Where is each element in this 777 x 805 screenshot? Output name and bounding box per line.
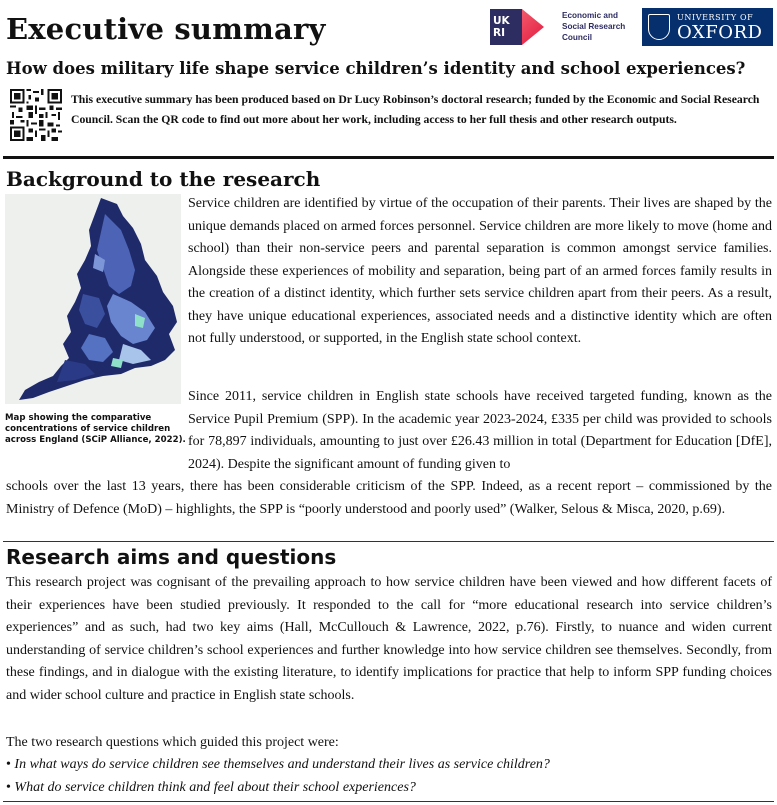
page-title: Executive summary <box>6 12 326 46</box>
background-paragraph-2: Since 2011, service children in English state schools have received targeted funding, known as the Service Pupil Premium (SPP). In the academic year 2023-2024, £335 per child was provided to schools for 78,897 individuals, amounting to just over £26.43 million in total (Department for Education [DfE], 2024). Despite the significant amount of funding given to <box>188 389 772 472</box>
background-paragraph-1: Service children are identified by virtue of the occupation of their parents. Their lives are shaped by the unique demands placed on armed forces personnel. Service children are more likely to move (home and school) than their non-service peers and parental separation is common amongst service families. Alongside these experiences of mobility and separation, being part of an armed forces family results in the creation of a distinct identity, which further sets service children apart from their peers. As a result, they have unique educational experiences, associated needs and a distinctive identity which are often not fully understood, or supported, in the English state school context. <box>188 196 772 346</box>
oxford-line1: UNIVERSITY OF <box>677 13 754 22</box>
section-divider <box>3 541 774 542</box>
oxford-logo <box>642 8 773 46</box>
aims-paragraph-1: This research project was cognisant of the prevailing approach to how service children have been viewed and how different facets of their experiences have been studied previously. It responded to the call for “more educational research into service children’s experiences” and as such, had two key aims (Hall, McCullouch & Lawrence, 2022, p.76). Firstly, to nuance and widen current understanding of service children’s school experiences and further knowledge into how service children see themselves. Secondly, from these findings, and in dialogue with the existing literature, to identify implications for practice that help to inform SPP funding choices and wider school culture and practice in English state schools. <box>6 575 772 703</box>
england-service-children-map <box>5 194 181 404</box>
intro-text: This executive summary has been produced based on Dr Lucy Robinson’s doctoral research; funded by the Economic and Social Research Council. Scan the QR code to find out more about her work, including access to her full thesis and other research outputs. <box>71 93 760 126</box>
oxford-line2: OXFORD <box>677 22 763 43</box>
research-question-2: • What do service children think and feel about their school experiences? <box>6 777 772 800</box>
ukri-mark: UK RI <box>490 9 522 45</box>
research-questions-list <box>6 754 772 799</box>
esrc-text: Economic and Social Research Council <box>562 11 626 42</box>
header-divider <box>3 156 774 159</box>
ukri-esrc-logo <box>490 9 634 45</box>
page-subtitle: How does military life shape service children’s identity and school experiences? <box>6 59 746 78</box>
aims-paragraph-2: The two research questions which guided this project were: <box>6 735 339 750</box>
research-question-1: • In what ways do service children see themselves and understand their lives as service children? <box>6 754 772 777</box>
footer-divider <box>3 801 774 802</box>
background-paragraph-2-continued: schools over the last 13 years, there has been considerable criticism of the SPP. Indeed, as a recent report – commissioned by the Ministry of Defence (MoD) – highlights, the SPP is “poorly understood and poorly used” (Walker, Selous & Misca, 2020, p.69). <box>6 479 772 517</box>
background-heading: Background to the research <box>6 167 321 191</box>
qr-code-icon[interactable] <box>10 89 62 141</box>
aims-heading: Research aims and questions <box>6 545 337 569</box>
map-caption: Map showing the comparative concentrations of service children across England (SCiP Alliance, 2022). <box>5 413 186 445</box>
ukri-triangle-icon <box>522 9 544 45</box>
oxford-crest-icon <box>648 14 670 40</box>
